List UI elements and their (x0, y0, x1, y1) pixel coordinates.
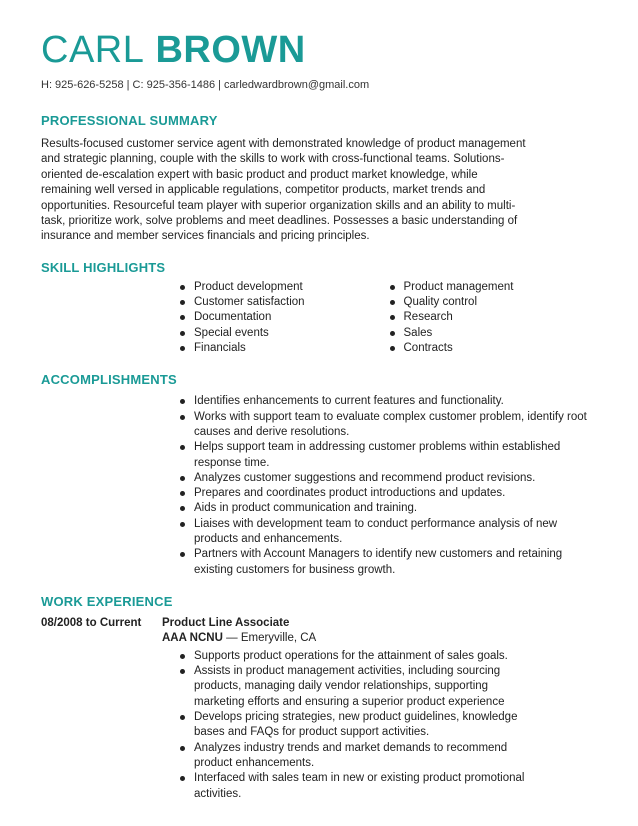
section-title-accomplishments: ACCOMPLISHMENTS (41, 372, 177, 388)
work-experience-section (41, 594, 598, 802)
skills-right-column (389, 280, 599, 356)
list-item: Product management (389, 280, 599, 295)
skills-left-column (179, 280, 389, 356)
skills-columns (179, 280, 598, 356)
list-item: Helps support team in addressing customer problems within established response time. (179, 440, 599, 471)
list-item: Product development (179, 280, 389, 295)
skill-highlights-section (41, 260, 598, 356)
job-responsibilities-list (179, 649, 535, 802)
job-dates: 08/2008 to Current (41, 616, 142, 629)
list-item: Research (389, 310, 599, 325)
list-item: Interfaced with sales team in new or existing product promotional activities. (179, 771, 535, 802)
list-item: Identifies enhancements to current features and functionality. (179, 394, 599, 409)
candidate-name (41, 28, 598, 72)
accomplishments-list (179, 394, 599, 578)
list-item: Analyzes industry trends and market demands to recommend product enhancements. (179, 741, 535, 772)
list-item: Partners with Account Managers to identify new customers and retaining existing customers for business growth. (179, 547, 599, 578)
last-name: BROWN (155, 29, 306, 71)
company-name: AAA NCNU (162, 632, 223, 645)
list-item: Develops pricing strategies, new product guidelines, knowledge bases and FAQs for product support activities. (179, 710, 535, 741)
section-title-summary: PROFESSIONAL SUMMARY (41, 113, 218, 128)
list-item: Analyzes customer suggestions and recommend product revisions. (179, 471, 599, 486)
professional-summary-section (41, 113, 598, 245)
company-location: Emeryville, CA (240, 632, 317, 645)
section-title-skills: SKILL HIGHLIGHTS (41, 259, 166, 275)
list-item: Aids in product communication and training. (179, 501, 599, 516)
list-item: Works with support team to evaluate complex customer problem, identify root causes and derive resolutions. (179, 410, 599, 441)
list-item: Supports product operations for the attainment of sales goals. (179, 649, 535, 664)
section-title-experience: WORK EXPERIENCE (41, 593, 173, 609)
contact-info: H: 925-626-5258 | C: 925-356-1486 | carledwardbrown@gmail.com (41, 79, 370, 91)
summary-text: Results-focused customer service agent with demonstrated knowledge of product management and strategic planning, couple with the skills to work with cross-functional teams. Solutions-oriented de-escalation expert with basic product and product market knowledge, while remaining well versed in applicable regulations, competitor products, market trends and opportunities. Resourceful team player with superior organization skills and an ability to multi-task, prioritize work, solve problems and meet deadlines. Possesses a basic understanding of insurance and member services financials and pricing principles. (41, 138, 526, 243)
list-item: Financials (179, 341, 389, 356)
list-item: Customer satisfaction (179, 295, 389, 310)
list-item: Documentation (179, 310, 389, 325)
list-item: Contracts (389, 341, 599, 356)
job-company-line (162, 631, 598, 647)
list-item: Sales (389, 326, 599, 341)
list-item: Assists in product management activities, including sourcing products, managing daily vendor relationships, supporting marketing efforts and ensuring a superior product experience (179, 664, 535, 710)
accomplishments-section (41, 372, 598, 578)
list-item: Liaises with development team to conduct performance analysis of new products and enhancements. (179, 517, 599, 548)
job-entry (41, 616, 598, 802)
list-item: Prepares and coordinates product introductions and updates. (179, 486, 599, 501)
first-name: CARL (41, 29, 145, 71)
job-details (162, 616, 598, 802)
list-item: Special events (179, 326, 389, 341)
job-title: Product Line Associate (162, 616, 290, 629)
list-item: Quality control (389, 295, 599, 310)
company-separator: — (226, 632, 238, 645)
